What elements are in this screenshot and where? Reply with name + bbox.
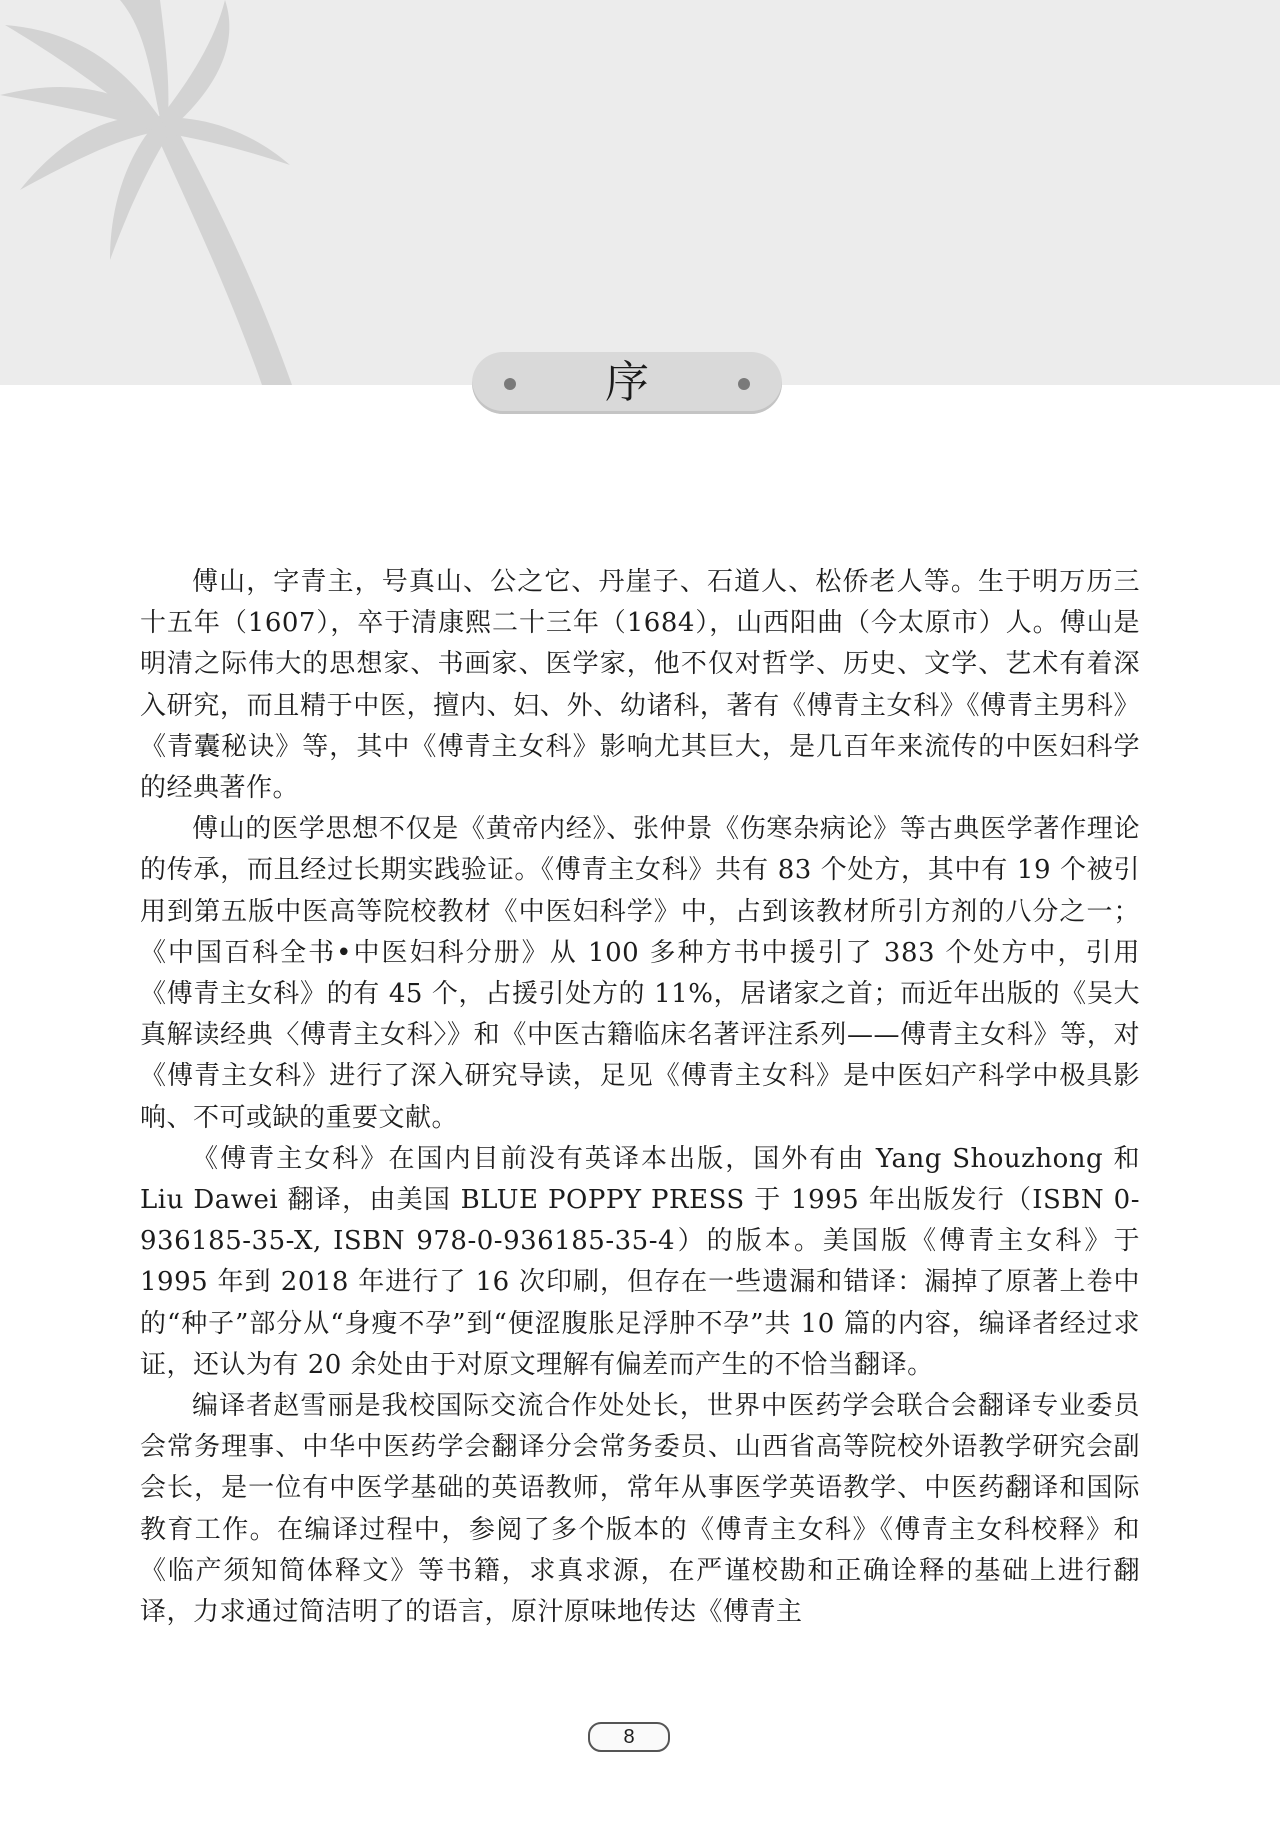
section-title: 序 <box>605 357 649 408</box>
header-band <box>0 0 1280 385</box>
paragraph: 傅山的医学思想不仅是《黄帝内经》、张仲景《伤寒杂病论》等古典医学著作理论的传承，而且经过长期实践验证。《傅青主女科》共有 83 个处方，其中有 19 个被引用到第五版中医高等院校教材《中医妇科学》中，占到该教材所引方剂的八分之一；《中国百科全书•中医妇科分册》从 100 多种方书中援引了 383 个处方中，引用《傅青主女科》的有 45 个，占援引处方的 11%，居诸家之首；而近年出版的《吴大真解读经典〈傅青主女科〉》和《中医古籍临床名著评注系列——傅青主女科》等，对《傅青主女科》进行了深入研究导读，足见《傅青主女科》是中医妇产科学中极具影响、不可或缺的重要文献。 <box>140 814 1140 1133</box>
paragraph: 《傅青主女科》在国内目前没有英译本出版，国外有由 Yang Shouzhong 和 Liu Dawei 翻译，由美国 BLUE POPPY PRESS 于 1995 年出版发行（ISBN 0-936185-35-X, ISBN 978-0-936185-35-4）的版本。美国版《傅青主女科》于 1995 年到 2018 年进行了 16 次印刷，但存在一些遗漏和错译：漏掉了原著上卷中的“种子”部分从“身瘦不孕”到“便涩腹胀足浮肿不孕”共 10 篇的内容，编译者经过求证，还认为有 20 余处由于对原文理解有偏差而产生的不恰当翻译。 <box>140 1143 1140 1380</box>
palm-tree-decoration <box>0 0 320 385</box>
paragraph: 傅山，字青主，号真山、公之它、丹崖子、石道人、松侨老人等。生于明万历三十五年（1607），卒于清康熙二十三年（1684），山西阳曲（今太原市）人。傅山是明清之际伟大的思想家、书画家、医学家，他不仅对哲学、历史、文学、艺术有着深入研究，而且精于中医，擅内、妇、外、幼诸科，著有《傅青主女科》《傅青主男科》《青囊秘诀》等，其中《傅青主女科》影响尤其巨大，是几百年来流传的中医妇科学的经典著作。 <box>140 567 1140 804</box>
preface-body <box>140 562 1140 1633</box>
paragraph: 编译者赵雪丽是我校国际交流合作处处长，世界中医药学会联合会翻译专业委员会常务理事、中华中医药学会翻译分会常务委员、山西省高等院校外语教学研究会副会长，是一位有中医学基础的英语教师，常年从事医学英语教学、中医药翻译和国际教育工作。在编译过程中，参阅了多个版本的《傅青主女科》《傅青主女科校释》和《临产须知简体释文》等书籍，求真求源，在严谨校勘和正确诠释的基础上进行翻译，力求通过简洁明了的语言，原汁原味地传达《傅青主 <box>140 1391 1140 1628</box>
section-title-badge <box>472 352 782 414</box>
title-dot-right <box>738 378 750 390</box>
page-number: 8 <box>588 1722 670 1752</box>
